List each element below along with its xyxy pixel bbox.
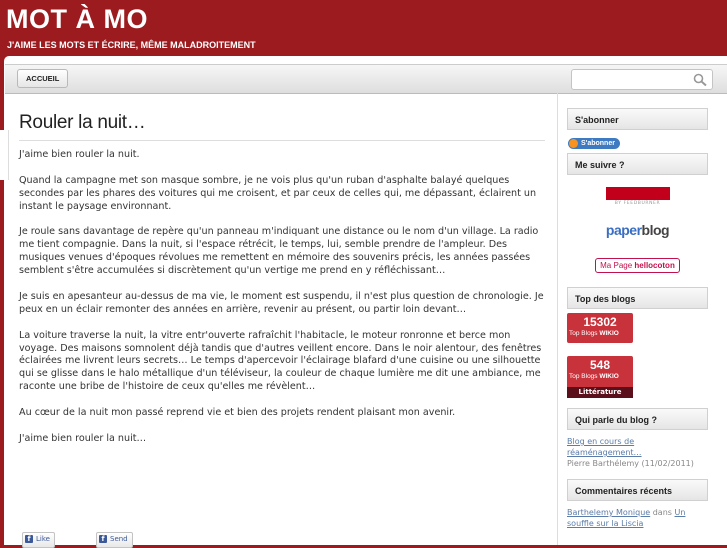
widget-title-who-talks: Qui parle du blog ? [567, 408, 708, 430]
wikio-badge-general[interactable] [567, 313, 633, 343]
home-tab[interactable]: ACCUEIL [17, 69, 68, 88]
post-area [19, 112, 545, 459]
comment-item [567, 507, 708, 529]
column-divider [557, 92, 558, 545]
subscribe-label: S'abonner [581, 140, 615, 147]
send-label: Send [110, 535, 128, 543]
facebook-send-button[interactable] [96, 532, 133, 548]
facebook-like-button[interactable] [22, 532, 55, 548]
search-box[interactable] [571, 69, 713, 90]
wikio-category: Littérature [567, 387, 633, 398]
site-description: J'AIME LES MOTS ET ÉCRIRE, MÊME MALADROITEMENT [7, 40, 256, 50]
widget-title-follow: Me suivre ? [567, 153, 708, 175]
widget-title-comments: Commentaires récents [567, 479, 708, 501]
wikio-rank: 548 [589, 358, 611, 372]
paperblog-badge[interactable] [567, 220, 708, 239]
feedburner-logo [606, 187, 670, 200]
wikio-badge-literature[interactable] [567, 356, 633, 398]
post-paragraph: Je roule sans davantage de repère qu'un panneau m'indiquant une distance ou le nom d'un village. La radio me tient compagnie. Dans la nuit, si l'espace rétrécit, le temps, lui, semble prendre de l'ampleur. Des musiques venues d'époques révolues me remettent en mémoire des souvenirs précis, les années passées semblent s'être accumulées si discrètement qu'un vertige me prend en y réfléchissant… [19, 226, 539, 277]
facebook-icon: f [25, 535, 33, 543]
post-paragraph: J'aime bien rouler la nuit… [19, 432, 147, 444]
facebook-icon: f [99, 535, 107, 543]
backlink-meta: Pierre Barthélemy (11/02/2011) [567, 459, 694, 468]
post-paragraph: J'aime bien rouler la nuit. [19, 149, 140, 160]
side-tab [0, 130, 9, 180]
search-icon[interactable] [693, 73, 707, 86]
sidebar [567, 108, 708, 529]
post-title[interactable]: Rouler la nuit… [19, 112, 545, 141]
wikio-rank: 15302 [583, 315, 617, 329]
backlink-item [567, 436, 708, 469]
like-label: Like [36, 535, 50, 543]
paperblog-logo: paperblog [605, 222, 670, 238]
wikio-label: Top Blogs WIKIO [569, 330, 619, 337]
backlink-link[interactable]: Blog en cours de [567, 437, 635, 446]
subscribe-button[interactable] [568, 138, 620, 149]
feedburner-text: BY FEEDBURNER [614, 201, 661, 206]
backlink-link[interactable]: réaménagement… [567, 448, 642, 457]
site-title[interactable]: MOT À MO [6, 4, 148, 34]
hellocoton-logo: Ma Page hellocoton [595, 258, 680, 273]
post-body [19, 149, 545, 446]
comment-separator: dans [650, 508, 675, 517]
wikio-label: Top Blogs WIKIO [569, 373, 619, 380]
nav-bar [5, 64, 727, 94]
feedburner-badge[interactable] [606, 187, 670, 206]
post-paragraph: Je suis en apesanteur au-dessus de ma vie, le moment est suspendu, il n'est plus question de chronologie. Je peux en un éclair remonter des années en arrière, revenir au présent, ou partir loin devant… [19, 290, 544, 315]
widget-title-subscribe: S'abonner [567, 108, 708, 130]
post-paragraph: Quand la campagne met son masque sombre, je ne vois plus qu'un ruban d'asphalte balayé quelques secondes par les phares des voitures qui me croisent, et par ceux de celles qui, me dépassant, éclairent un instant le paysage environnant. [19, 174, 537, 212]
post-paragraph: Au cœur de la nuit mon passé reprend vie et bien des projets rendent plaisant mon avenir. [19, 407, 456, 419]
comment-post-link[interactable]: Un [674, 508, 686, 517]
rss-icon [569, 139, 578, 148]
post-paragraph: La voiture traverse la nuit, la vitre entr'ouverte rafraîchit l'habitacle, le moteur ronronne et berce mon voyage. Des maisons somnolent déjà tandis que d'autres veillent encore. Dans le noir alentour, des fenêtres éclairées me livrent leurs secrets… Le temps d'apercevoir l'éclairage blafard d'une cuisine ou une silhouette qui se glisse dans le halo métallique d'un téléviseur, la couleur de chaque lumière me dit une ambiance, me raconte une bribe de l'histoire de ceux qu'elles me révèlent… [19, 329, 542, 393]
search-input[interactable] [576, 72, 690, 88]
widget-title-top-blogs: Top des blogs [567, 287, 708, 309]
hellocoton-badge[interactable] [567, 253, 708, 273]
comment-post-link[interactable]: souffle sur la Liscia [567, 519, 644, 528]
comment-author-link[interactable]: Barthelemy Monique [567, 508, 651, 517]
